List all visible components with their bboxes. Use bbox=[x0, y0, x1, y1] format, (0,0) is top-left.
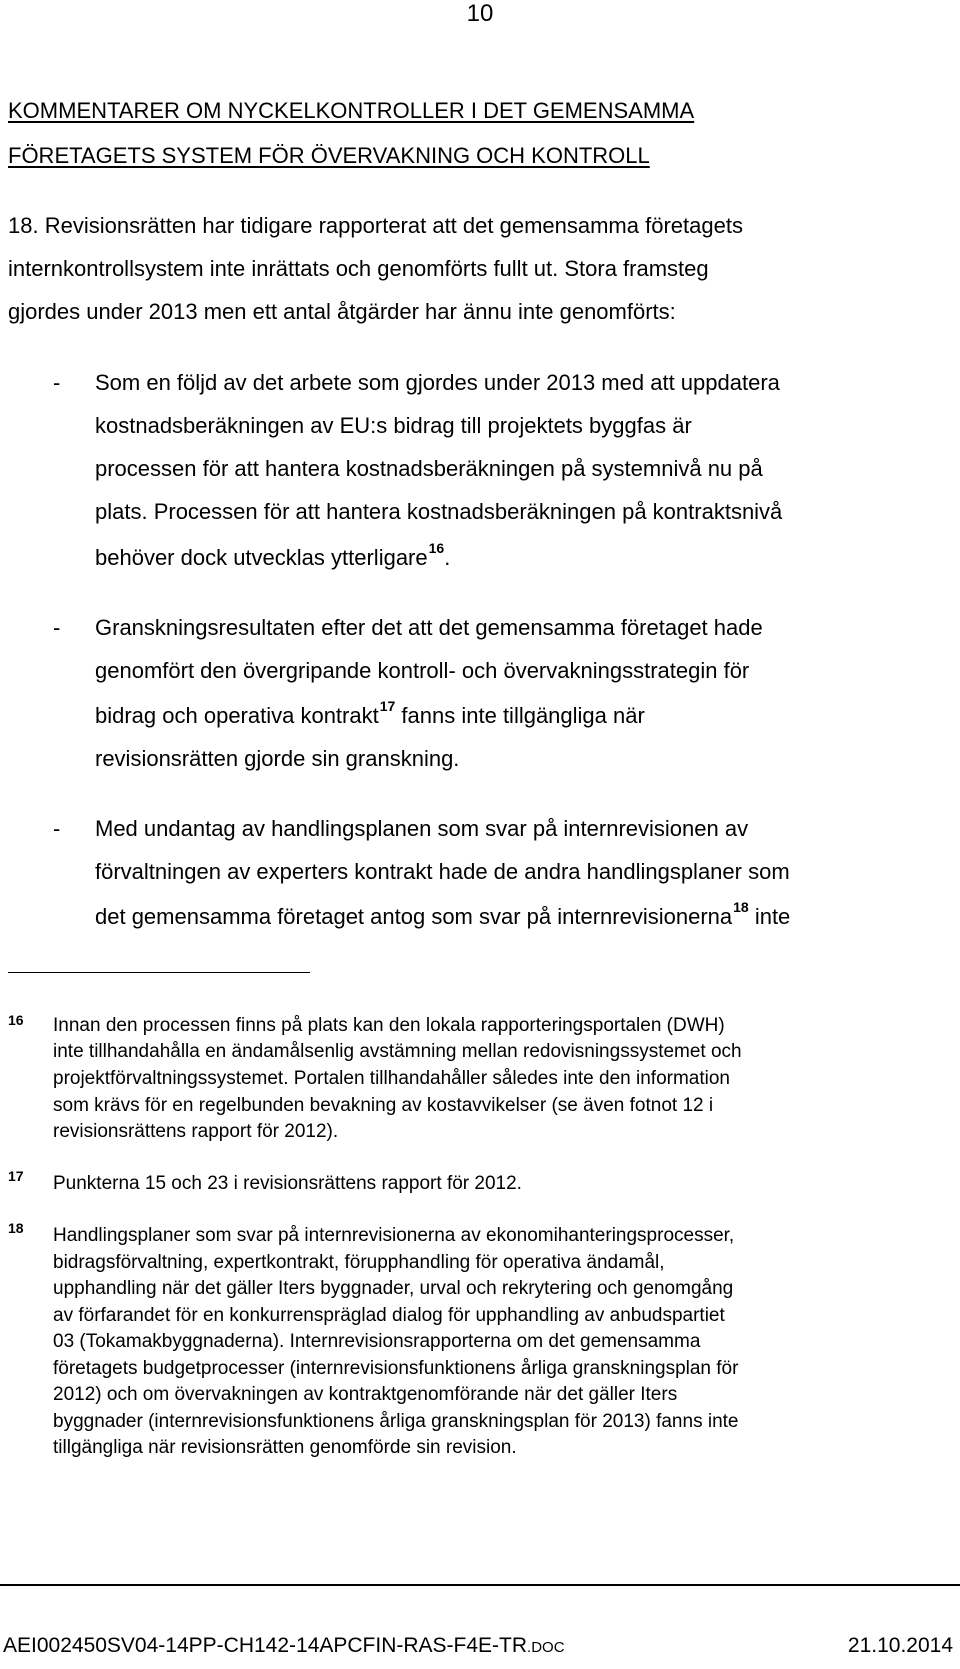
paragraph-line: gjordes under 2013 men ett antal åtgärder har ännu inte genomförts: bbox=[8, 299, 676, 324]
footnote-line: 03 (Tokamakbyggnaderna). Internrevisionsrapporterna om det gemensamma bbox=[53, 1331, 701, 1352]
footnote-number: 18 bbox=[8, 1220, 24, 1236]
footnote-line: upphandling när det gäller Iters byggnader, urval och rekrytering och genomgång bbox=[53, 1278, 734, 1299]
paragraph-line: 18. Revisionsrätten har tidigare rapporterat att det gemensamma företagets bbox=[8, 213, 743, 238]
bullet-line: genomfört den övergripande kontroll- och övervakningsstrategin för bbox=[95, 658, 750, 683]
bullet-line: förvaltningen av experters kontrakt hade de andra handlingsplaner som bbox=[95, 859, 790, 884]
bullet-text: . bbox=[444, 545, 451, 570]
section-heading-line-2: FÖRETAGETS SYSTEM FÖR ÖVERVAKNING OCH KONTROLL bbox=[8, 143, 650, 168]
footer-date: 21.10.2014 bbox=[847, 1634, 953, 1657]
footer-doc-code bbox=[3, 1633, 565, 1661]
bullet-text: behöver dock utvecklas ytterligare bbox=[95, 545, 428, 570]
bullet-line: Granskningsresultaten efter det att det gemensamma företaget hade bbox=[95, 615, 763, 640]
bullet-line: Med undantag av handlingsplanen som svar på internrevisionen av bbox=[95, 816, 749, 841]
footnote-line: revisionsrättens rapport för 2012). bbox=[53, 1121, 339, 1142]
bullet-line: plats. Processen för att hantera kostnadsberäkningen på kontraktsnivå bbox=[95, 499, 783, 524]
section-heading-line-1: KOMMENTARER OM NYCKELKONTROLLER I DET GEMENSAMMA bbox=[8, 98, 695, 123]
bullet-line-with-ref bbox=[95, 899, 791, 932]
footnote-ref-17[interactable]: 17 bbox=[379, 698, 396, 714]
bullet-line: processen för att hantera kostnadsberäkningen på systemnivå nu på bbox=[95, 456, 763, 481]
footnote-ref-18[interactable]: 18 bbox=[733, 899, 749, 915]
footnote-number: 17 bbox=[8, 1168, 24, 1184]
bullet-line-with-ref bbox=[95, 540, 451, 573]
bullet-line: Som en följd av det arbete som gjordes under 2013 med att uppdatera bbox=[95, 370, 780, 395]
footnote-line: tillgängliga när revisionsrätten genomförde sin revision. bbox=[53, 1437, 517, 1458]
footnote-line: bidragsförvaltning, expertkontrakt, förupphandling för operativa ändamål, bbox=[53, 1252, 665, 1273]
footnote-line: inte tillhandahålla en ändamålsenlig avstämning mellan redovisningssystemet och bbox=[53, 1041, 742, 1062]
footer-rule bbox=[0, 1584, 960, 1586]
doc-code: AEI002450SV04-14PP-CH142-14APCFIN-RAS-F4E-TR bbox=[3, 1634, 528, 1657]
bullet-text: bidrag och operativa kontrakt bbox=[95, 703, 379, 728]
footnote-line: byggnader (internrevisionsfunktionens årliga granskningsplan för 2013) fanns inte bbox=[53, 1411, 739, 1432]
bullet-line-with-ref bbox=[95, 698, 645, 731]
paragraph-line: internkontrollsystem inte inrättats och genomförts fullt ut. Stora framsteg bbox=[8, 256, 709, 281]
bullet-text: det gemensamma företaget antog som svar på internrevisionerna bbox=[95, 904, 733, 929]
footnote-line: företagets budgetprocesser (internrevisionsfunktionens årliga granskningsplan för bbox=[53, 1358, 739, 1379]
bullet-line: kostnadsberäkningen av EU:s bidrag till projektets byggfas är bbox=[95, 413, 692, 438]
bullet-dash: - bbox=[53, 615, 61, 640]
footnote-number: 16 bbox=[8, 1012, 24, 1028]
footnote-separator bbox=[8, 972, 310, 973]
bullet-text: inte bbox=[748, 904, 791, 929]
footnote-line: projektförvaltningssystemet. Portalen tillhandahåller således inte den information bbox=[53, 1068, 730, 1089]
bullet-text: fanns inte tillgängliga när bbox=[395, 703, 645, 728]
footnote-line: av förfarandet för en konkurrenspräglad dialog för upphandling av anbudspartiet bbox=[53, 1305, 725, 1326]
footnote-line: som krävs för en regelbunden bevakning av kostavvikelser (se även fotnot 12 i bbox=[53, 1095, 714, 1116]
page-number: 10 bbox=[466, 0, 494, 27]
footnote-line: Punkterna 15 och 23 i revisionsrättens rapport för 2012. bbox=[53, 1173, 522, 1194]
footnote-line: 2012) och om övervakningen av kontraktgenomförande när det gäller Iters bbox=[53, 1384, 678, 1405]
bullet-dash: - bbox=[53, 816, 61, 841]
footnote-ref-16[interactable]: 16 bbox=[428, 540, 445, 556]
bullet-dash: - bbox=[53, 370, 61, 395]
footnote-line: Innan den processen finns på plats kan den lokala rapporteringsportalen (DWH) bbox=[53, 1015, 725, 1036]
footnote-line: Handlingsplaner som svar på internrevisionerna av ekonomihanteringsprocesser, bbox=[53, 1225, 735, 1246]
doc-extension: .DOC bbox=[527, 1639, 565, 1656]
bullet-line: revisionsrätten gjorde sin granskning. bbox=[95, 746, 460, 771]
